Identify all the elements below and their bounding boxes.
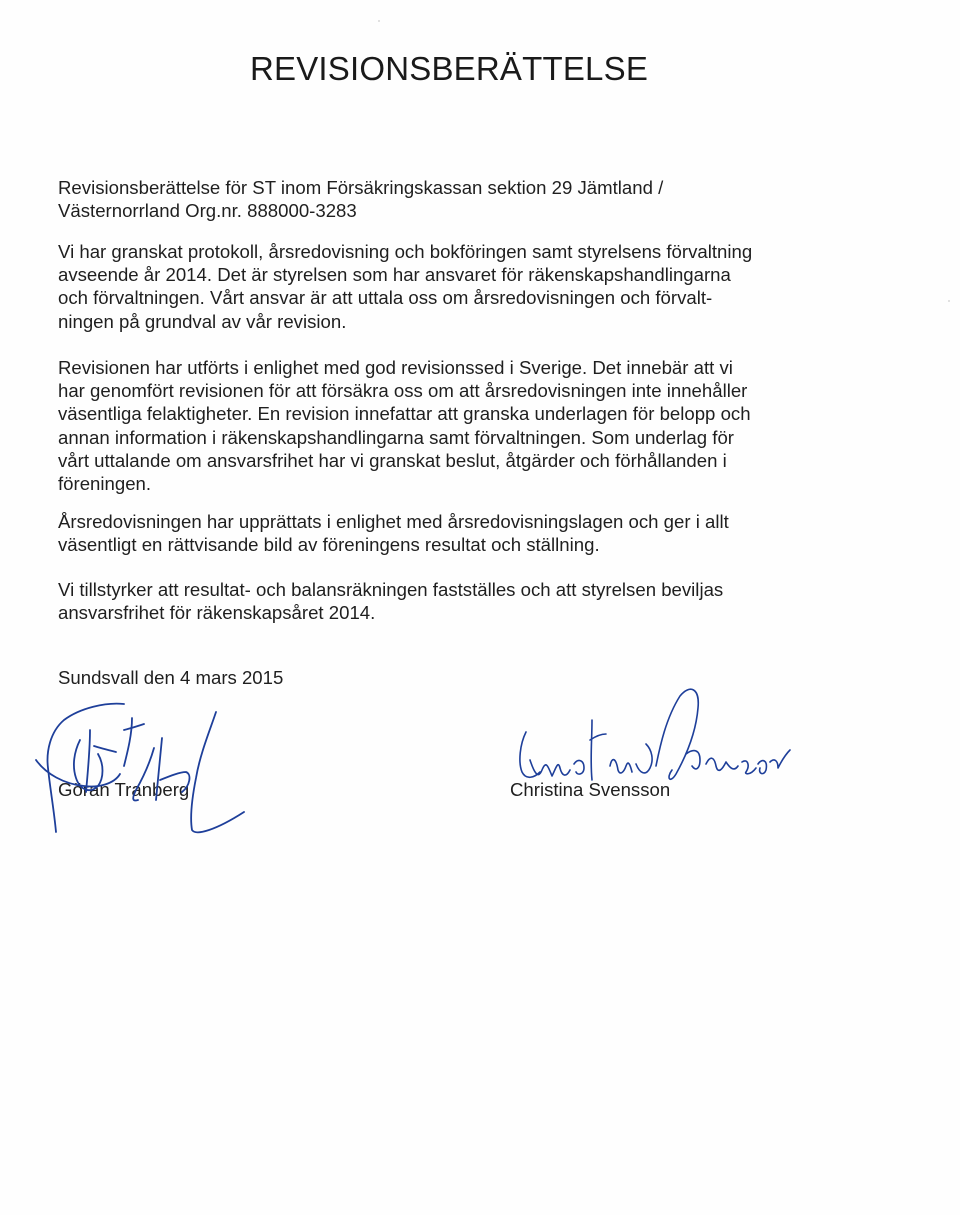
signer-name-2: Christina Svensson: [510, 779, 671, 800]
text-line: ningen på grundval av vår revision.: [58, 310, 347, 332]
text-line: Revisionsberättelse för ST inom Försäkringskassan sektion 29 Jämtland /: [58, 177, 664, 198]
text-line: föreningen.: [58, 473, 152, 495]
text-line: Västernorrland Org.nr. 888000-3283: [58, 200, 357, 222]
scan-speck: [378, 20, 380, 22]
text-line: Årsredovisningen har upprättats i enlighet med årsredovisningslagen och ger i allt: [58, 511, 729, 532]
text-line: ansvarsfrihet för räkenskapsåret 2014.: [58, 602, 376, 624]
text-line: väsentliga felaktigheter. En revision innefattar att granska underlagen för belopp och: [58, 403, 751, 425]
text-line: har genomfört revisionen för att försäkra oss om att årsredovisningen inte innehåller: [58, 380, 748, 402]
text-line: Revisionen har utförts i enlighet med god revisionssed i Sverige. Det innebär att vi: [58, 357, 733, 378]
text-line: Vi har granskat protokoll, årsredovisning och bokföringen samt styrelsens förvaltning: [58, 241, 753, 262]
method-paragraph: [58, 356, 858, 495]
intro-paragraph: [58, 176, 858, 222]
place-and-date: Sundsvall den 4 mars 2015: [58, 667, 284, 688]
recommendation-paragraph: [58, 578, 858, 624]
signature-2-image: [500, 680, 800, 810]
text-line: och förvaltningen. Vårt ansvar är att uttala oss om årsredovisningen och förvalt-: [58, 287, 713, 309]
text-line: avseende år 2014. Det är styrelsen som har ansvaret för räkenskapshandlingarna: [58, 264, 731, 286]
text-line: väsentligt en rättvisande bild av föreningens resultat och ställning.: [58, 534, 600, 556]
text-line: annan information i räkenskapshandlingarna samt förvaltningen. Som underlag för: [58, 426, 734, 448]
text-line: Vi tillstyrker att resultat- och balansräkningen fastställes och att styrelsen beviljas: [58, 579, 724, 600]
signer-name-1: Göran Tranberg: [58, 779, 190, 800]
signature-1-image: [20, 690, 260, 850]
scope-paragraph: [58, 240, 858, 333]
document-title: REVISIONSBERÄTTELSE: [249, 50, 649, 87]
scan-speck: [948, 300, 950, 302]
report-paragraph: [58, 510, 858, 556]
text-line: vårt uttalande om ansvarsfrihet har vi granskat beslut, åtgärder och förhållanden i: [58, 449, 727, 471]
